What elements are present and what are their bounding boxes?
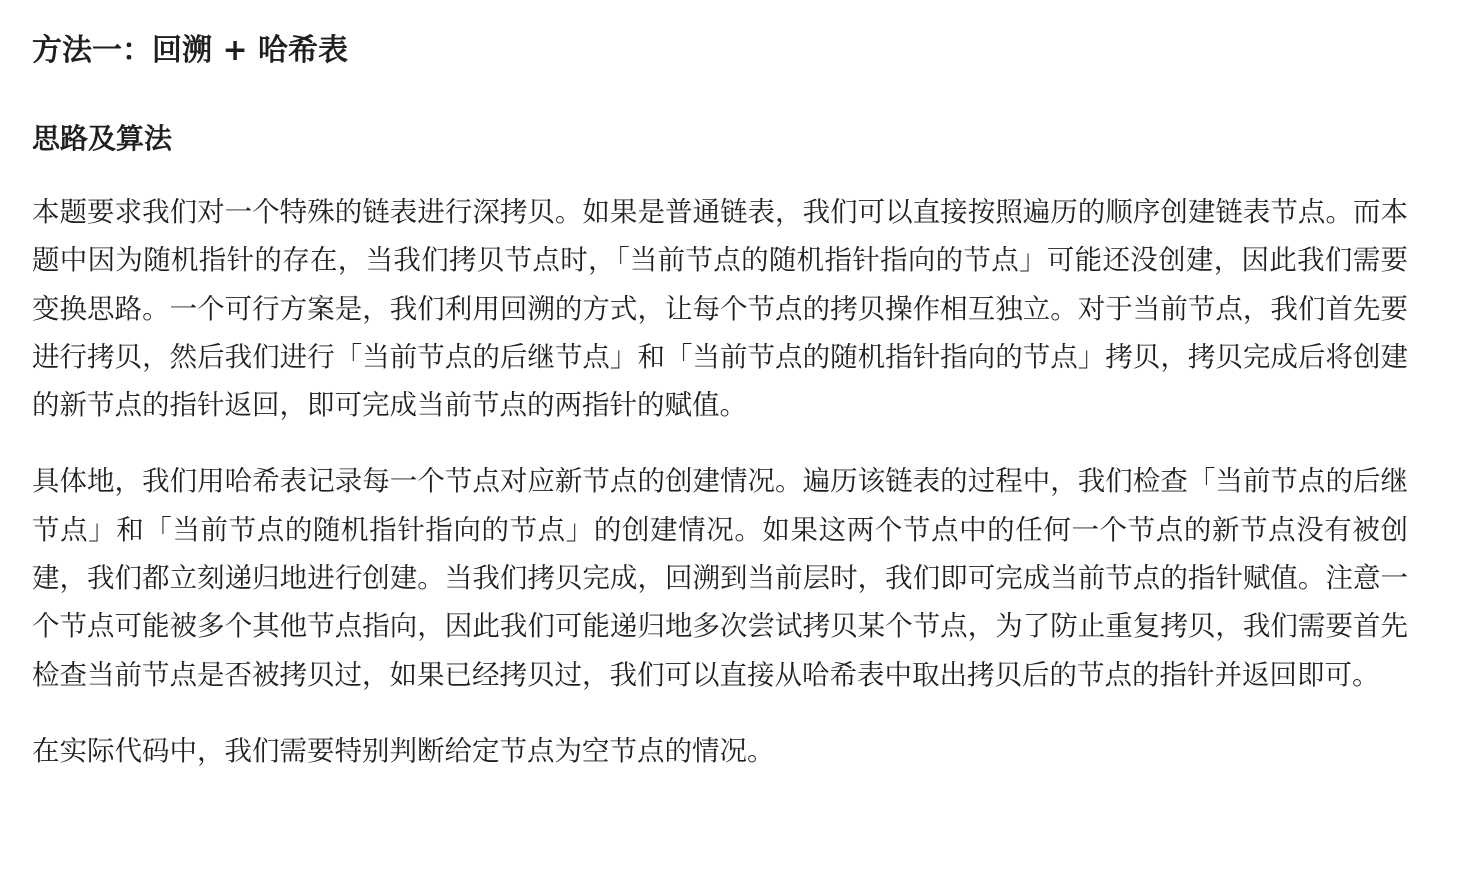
paragraph-2: 具体地，我们用哈希表记录每一个节点对应新节点的创建情况。遍历该链表的过程中，我们检查「当前节点的后继节点」和「当前节点的随机指针指向的节点」的创建情况。如果这两个节点中的任何一个节点的新节点没有被创建，我们都立刻递归地进行创建。当我们拷贝完成，回溯到当前层时，我们即可完成当前节点的指针赋值。注意一个节点可能被多个其他节点指向，因此我们可能递归地多次尝试拷贝某个节点，为了防止重复拷贝，我们需要首先检查当前节点是否被拷贝过，如果已经拷贝过，我们可以直接从哈希表中取出拷贝后的节点的指针并返回即可。 (32, 465, 1408, 691)
subsection-heading: 思路及算法 (32, 122, 173, 155)
paragraph-1: 本题要求我们对一个特殊的链表进行深拷贝。如果是普通链表，我们可以直接按照遍历的顺序创建链表节点。而本题中因为随机指针的存在，当我们拷贝节点时，「当前节点的随机指针指向的节点」可能还没创建，因此我们需要变换思路。一个可行方案是，我们利用回溯的方式，让每个节点的拷贝操作相互独立。对于当前节点，我们首先要进行拷贝，然后我们进行「当前节点的后继节点」和「当前节点的随机指针指向的节点」拷贝，拷贝完成后将创建的新节点的指针返回，即可完成当前节点的两指针的赋值。 (32, 196, 1408, 422)
paragraph-3: 在实际代码中，我们需要特别判断给定节点为空节点的情况。 (32, 734, 775, 767)
section-heading: 方法一：回溯 + 哈希表 (32, 33, 349, 68)
